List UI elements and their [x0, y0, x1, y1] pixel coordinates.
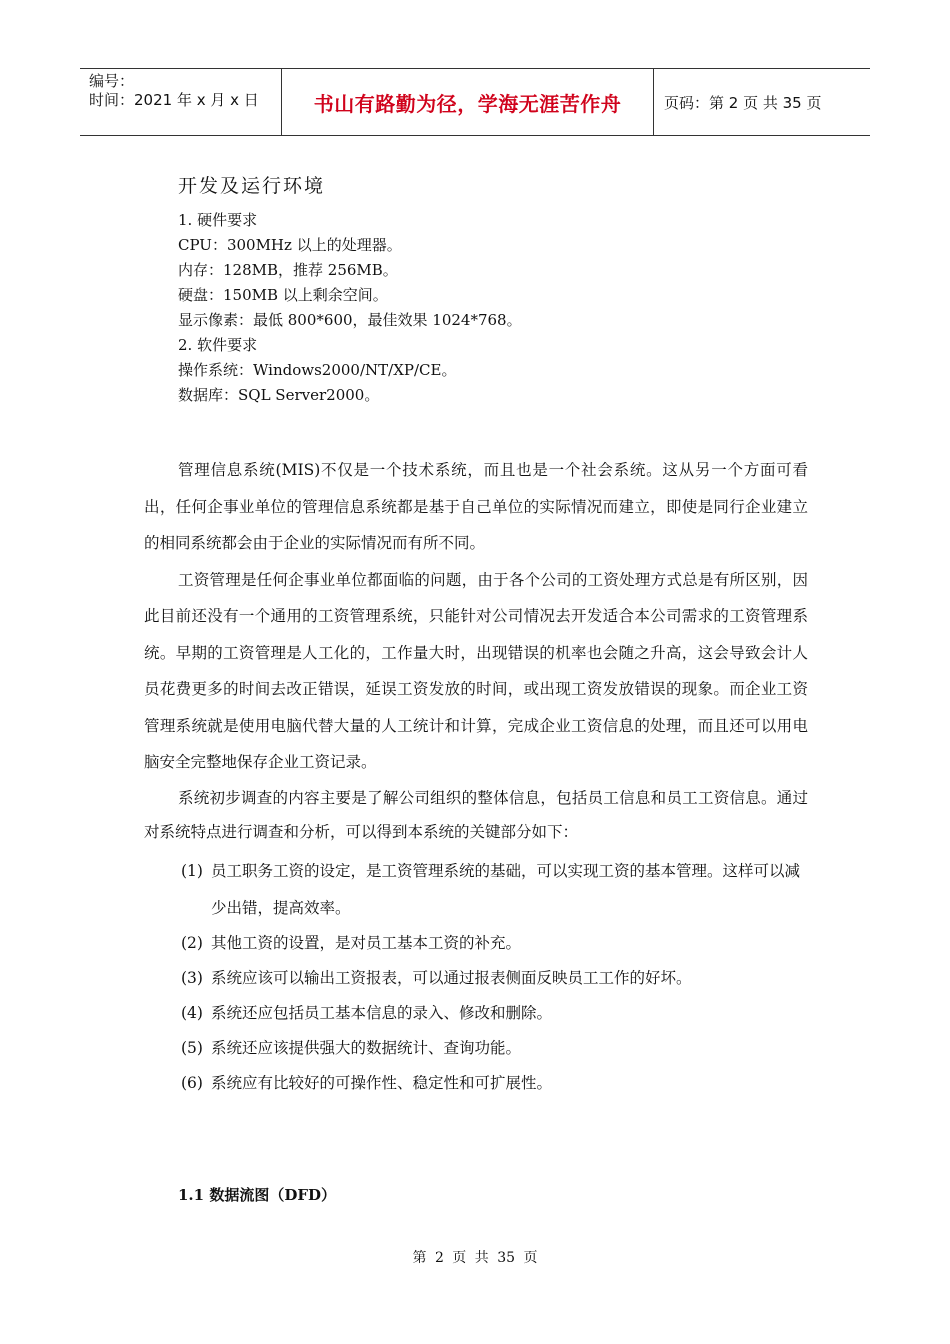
list-item — [181, 1065, 811, 1100]
list-text: 系统应该可以输出工资报表，可以通过报表侧面反映员工工作的好坏。 — [211, 969, 692, 987]
page-header — [80, 68, 870, 136]
requirement-line: 操作系统：Windows2000/NT/XP/CE。 — [178, 361, 457, 379]
list-text: 系统还应包括员工基本信息的录入、修改和删除。 — [211, 1004, 553, 1022]
list-item — [181, 995, 811, 1030]
page-footer: 第 2 页 共 35 页 — [412, 1250, 538, 1266]
list-number: (6) — [181, 1074, 203, 1092]
list-text: 员工职务工资的设定，是工资管理系统的基础，可以实现工资的基本管理。这样可以减少出错，提高效率。 — [211, 862, 801, 917]
requirements-list — [178, 208, 522, 408]
section-title: 开发及运行环境 — [178, 175, 326, 197]
requirement-line: 显示像素：最低 800*600，最佳效果 1024*768。 — [178, 311, 522, 329]
requirement-line: 数据库：SQL Server2000。 — [178, 386, 380, 404]
requirement-line: CPU：300MHz 以上的处理器。 — [178, 236, 402, 254]
list-number: (3) — [181, 969, 203, 987]
list-item — [181, 1030, 811, 1065]
number-label: 编号： — [89, 72, 135, 90]
list-text: 其他工资的设置，是对员工基本工资的补充。 — [211, 934, 522, 952]
paragraph: 系统初步调查的内容主要是了解公司组织的整体信息，包括员工信息和员工工资信息。通过对系统特点进行调查和分析，可以得到本系统的关键部分如下： — [144, 788, 808, 841]
header-page-info: 页码：第 2 页 共 35 页 — [664, 93, 822, 112]
requirement-line: 2. 软件要求 — [178, 336, 258, 354]
list-item — [181, 960, 811, 995]
body-text — [144, 452, 808, 849]
paragraph: 管理信息系统(MIS)不仅是一个技术系统，而且也是一个社会系统。这从另一个方面可看出，任何企事业单位的管理信息系统都是基于自己单位的实际情况而建立，即使是同行企业建立的相同系统都会由于企业的实际情况而有所不同。 — [144, 461, 808, 552]
requirement-line: 硬盘：150MB 以上剩余空间。 — [178, 286, 388, 304]
paragraph: 工资管理是任何企事业单位都面临的问题，由于各个公司的工资处理方式总是有所区别，因此目前还没有一个通用的工资管理系统，只能针对公司情况去开发适合本公司需求的工资管理系统。早期的工资管理是人工化的，工作量大时，出现错误的机率也会随之升高，这会导致会计人员花费更多的时间去改正错误，延误工资发放的时间，或出现工资发放错误的现象。而企业工资管理系统就是使用电脑代替大量的人工统计和计算，完成企业工资信息的处理，而且还可以用电脑安全完整地保存企业工资记录。 — [144, 570, 808, 771]
list-number: (1) — [181, 862, 203, 880]
header-motto: 书山有路勤为径，学海无涯苦作舟 — [313, 91, 622, 116]
requirement-line: 内存：128MB，推荐 256MB。 — [178, 261, 398, 279]
list-text: 系统应有比较好的可操作性、稳定性和可扩展性。 — [211, 1074, 553, 1092]
time-label: 时间：2021 年 x 月 x 日 — [89, 91, 259, 109]
key-features-list — [181, 853, 811, 1100]
list-item — [181, 853, 811, 925]
list-number: (4) — [181, 1004, 203, 1022]
list-text: 系统还应该提供强大的数据统计、查询功能。 — [211, 1039, 522, 1057]
list-item — [181, 925, 811, 960]
requirement-line: 1. 硬件要求 — [178, 211, 258, 229]
list-number: (2) — [181, 934, 203, 952]
header-meta — [80, 69, 281, 135]
list-number: (5) — [181, 1039, 203, 1057]
sub-heading: 1.1 数据流图（DFD） — [178, 1186, 336, 1204]
